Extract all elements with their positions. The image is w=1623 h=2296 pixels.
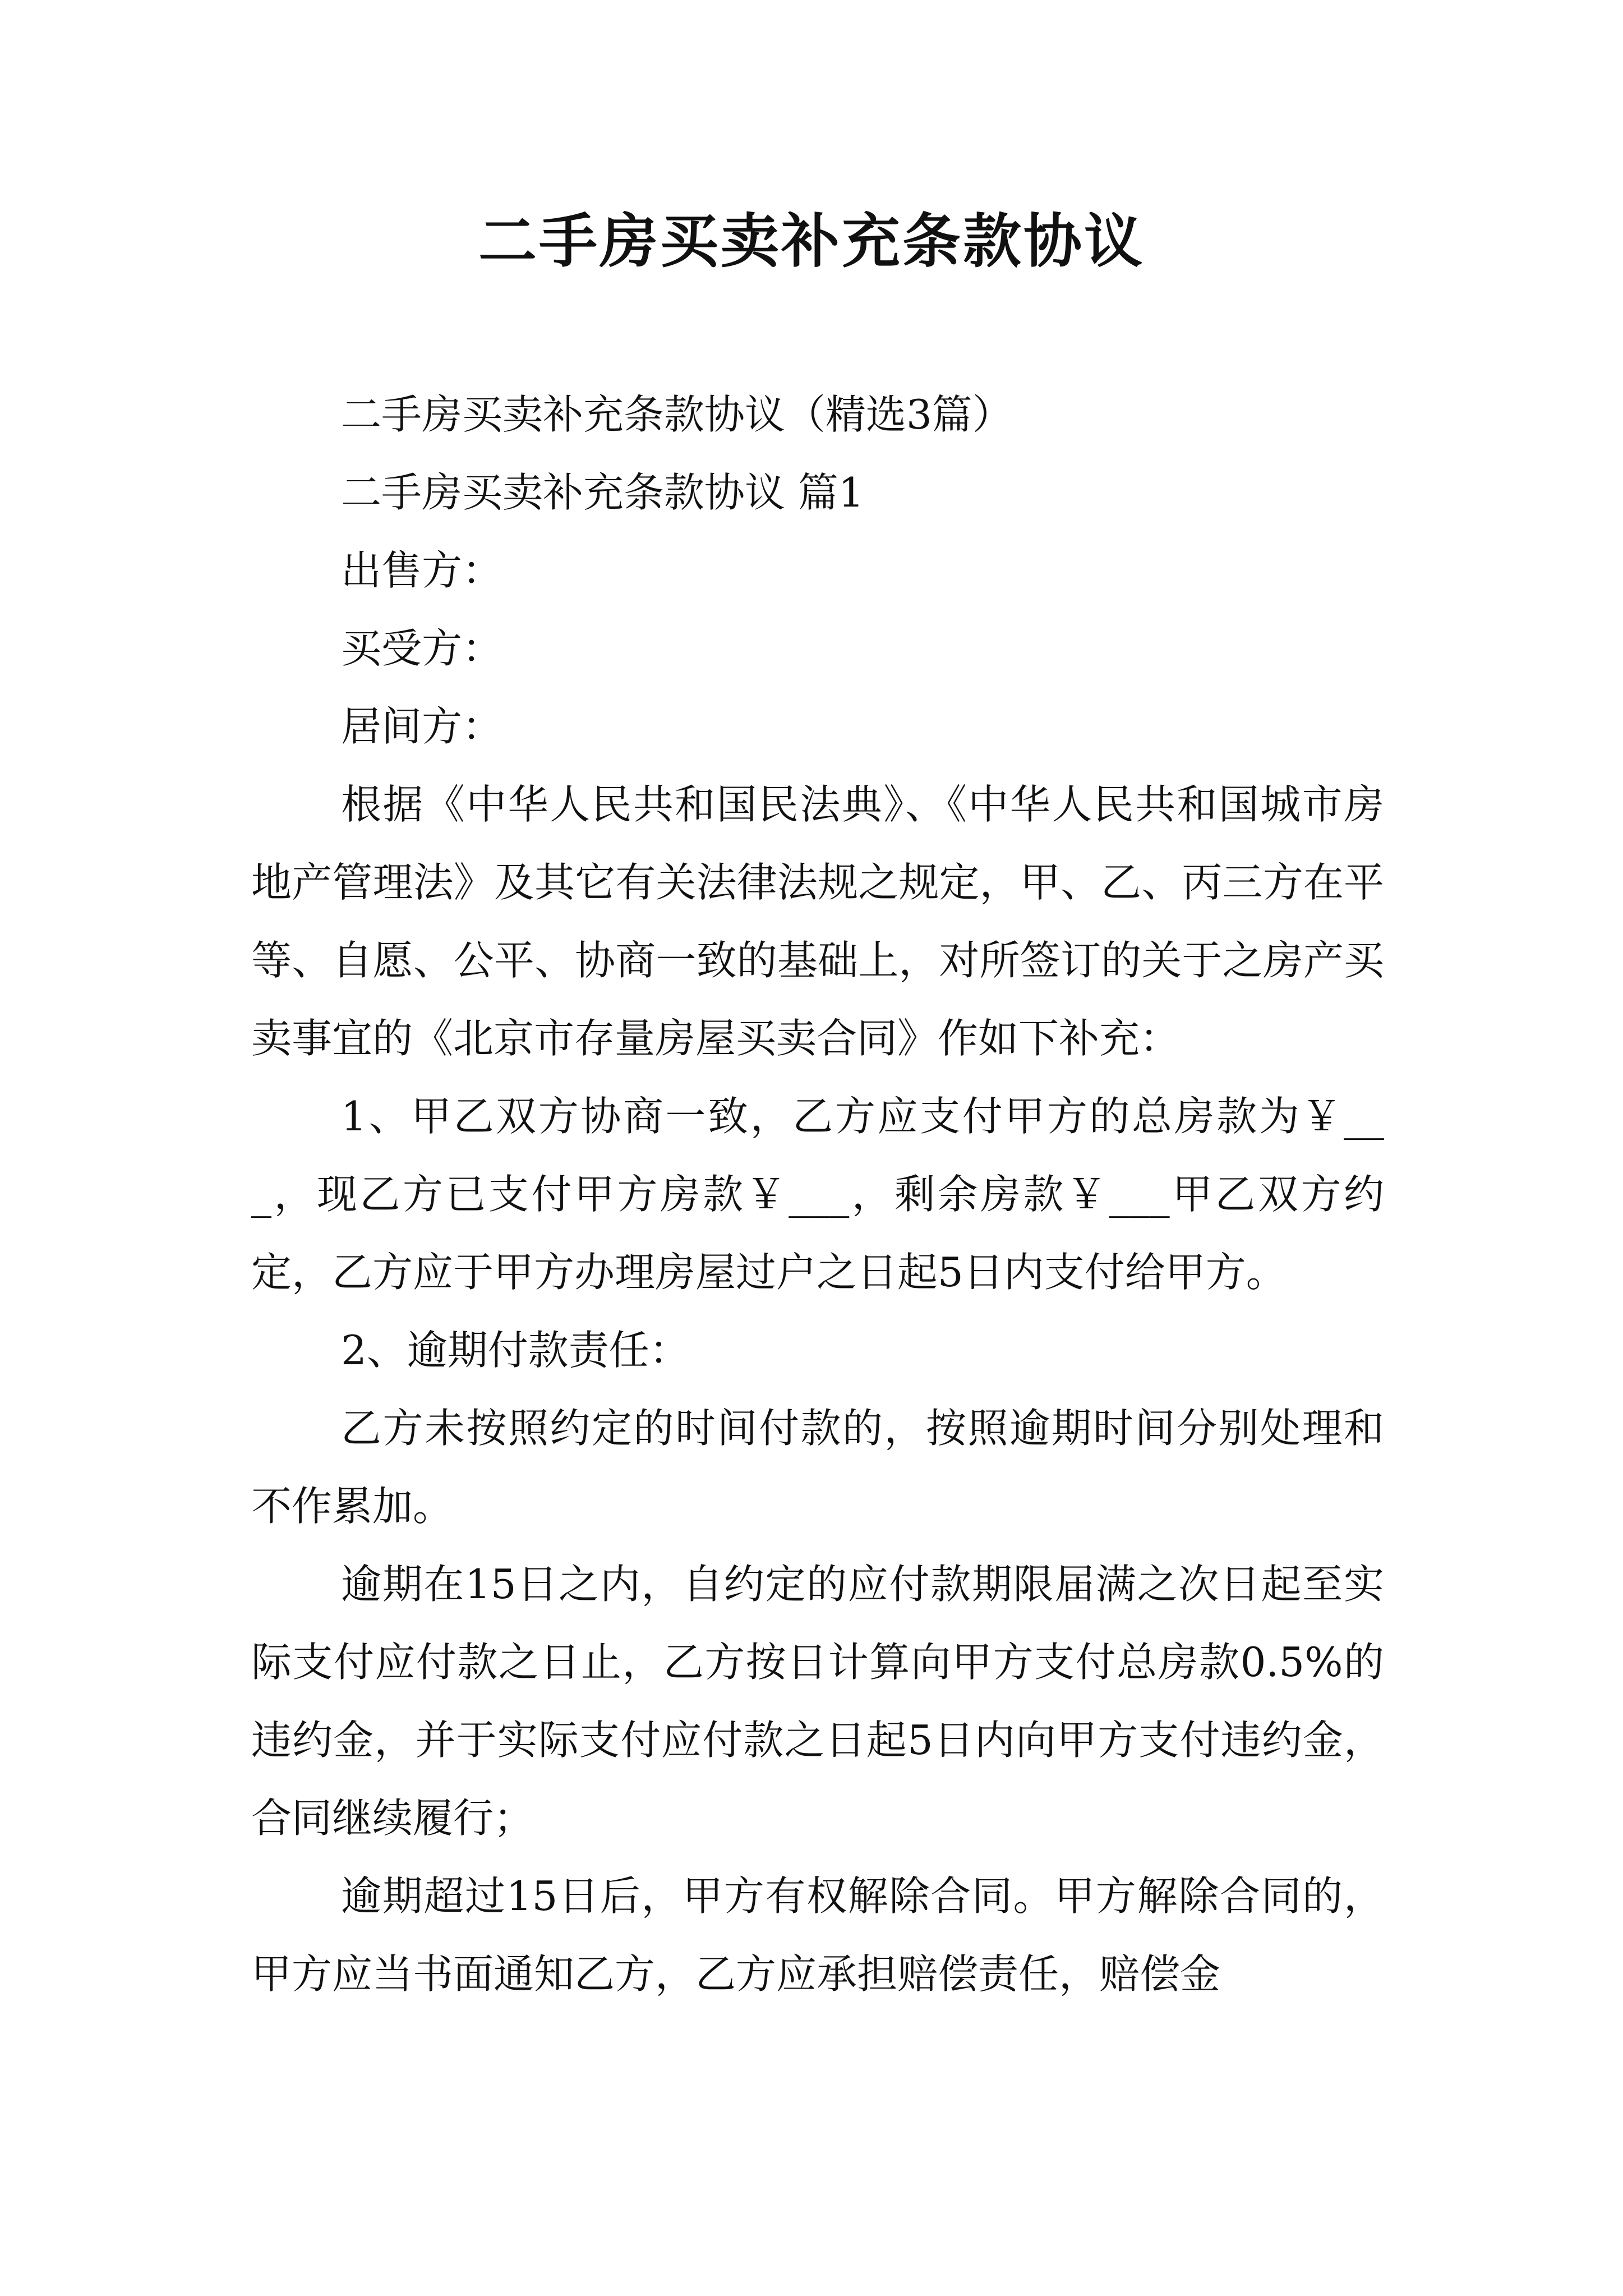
paragraph-late-payment: 乙方未按照约定的时间付款的，按照逾期时间分别处理和不作累加。 [251, 1405, 1384, 1530]
paragraph-preamble: 根据《中华人民共和国民法典》、《中华人民共和国城市房地产管理法》及其它有关法律法规之规定，甲、乙、丙三方在平等、自愿、公平、协商一致的基础上，对所签订的关于之房产买卖事宜的《北京市存量房屋买卖合同》作如下补充： [251, 781, 1384, 1062]
paragraph-over-15-days: 逾期超过15日后，甲方有权解除合同。甲方解除合同的，甲方应当书面通知乙方，乙方应承担赔偿责任，赔偿金 [251, 1872, 1384, 1998]
paragraph-seller: 出售方： [341, 547, 503, 594]
paragraph-clause-1: 1、甲乙双方协商一致，乙方应支付甲方的总房款为￥___，现乙方已支付甲方房款￥___，剩余房款￥___甲乙双方约定，乙方应于甲方办理房屋过户之日起5日内支付给甲方。 [251, 1093, 1384, 1296]
paragraph-within-15-days: 逾期在15日之内，自约定的应付款期限届满之次日起至实际支付应付款之日止，乙方按日计算向甲方支付总房款0.5%的违约金，并于实际支付应付款之日起5日内向甲方支付违约金，合同继续履行； [251, 1561, 1384, 1842]
paragraph-section-heading: 二手房买卖补充条款协议 篇1 [341, 469, 864, 516]
paragraph-subtitle: 二手房买卖补充条款协议（精选3篇） [341, 391, 1013, 438]
paragraph-buyer: 买受方： [341, 625, 503, 672]
paragraph-intermediary: 居间方： [341, 703, 503, 750]
paragraph-clause-2-heading: 2、逾期付款责任： [341, 1327, 690, 1374]
document-body [251, 376, 1384, 2013]
document-title: 二手房买卖补充条款协议 [478, 207, 1145, 275]
